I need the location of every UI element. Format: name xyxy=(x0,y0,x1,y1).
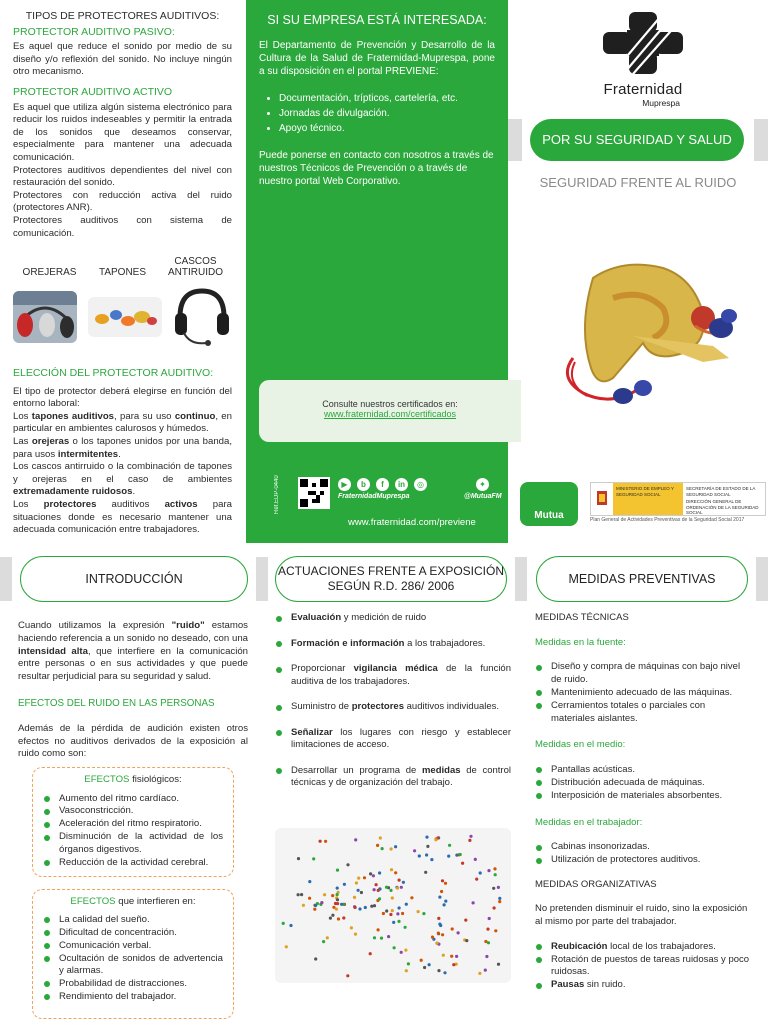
crowd-person xyxy=(334,902,337,905)
crowd-person xyxy=(438,923,441,926)
election-cascos: Los cascos antirruido o la combinación de tapones y orejeras en el caso de ambientes extremadamente ruidosos. xyxy=(13,461,232,498)
fraternidad-logo-icon xyxy=(603,12,683,74)
decor-bar xyxy=(0,557,12,601)
crowd-person xyxy=(498,897,501,900)
youtube-icon[interactable]: ▶ xyxy=(338,478,351,491)
certificates-text: Consulte nuestros certificados en: xyxy=(322,399,458,409)
worker-list xyxy=(535,841,751,867)
list-item: Utilización de protectores auditivos. xyxy=(535,854,751,867)
crowd-person xyxy=(452,963,455,966)
crowd-person xyxy=(323,893,326,896)
crowd-person xyxy=(494,873,497,876)
crowd-person xyxy=(363,876,366,879)
crowd-person xyxy=(394,845,397,848)
active-text-3: Protectores con reducción activa del ruido (protectores ANR). xyxy=(13,189,232,214)
social-icons xyxy=(338,478,427,491)
cover-subtitle: SEGURIDAD FRENTE AL RUIDO xyxy=(539,175,737,190)
crowd-person xyxy=(405,969,408,972)
company-item: • Jornadas de divulgación. xyxy=(279,107,495,120)
crowd-person xyxy=(478,972,481,975)
active-text-1: Es aquel que utiliza algún sistema electrónico para reducir los ruidos indeseables y permitir la entrada de los sonidos que deseamos conservar, especialmente para mantener una adecuada comunicación. xyxy=(13,101,232,163)
crowd-person xyxy=(320,901,323,904)
crowd-person xyxy=(422,912,425,915)
logo-name: Fraternidad xyxy=(603,81,683,98)
crowd-person xyxy=(346,863,349,866)
list-item: Rendimiento del trabajador. xyxy=(43,991,223,1003)
label-orejeras: OREJERAS xyxy=(22,267,77,279)
passive-text: Es aquel que reduce el sonido por medio de su diseño y/o reflexión del sonido. No incluye ningún otro mecanismo. xyxy=(13,41,232,78)
physiological-title: EFECTOS fisiológicos: xyxy=(84,774,182,786)
instagram-icon[interactable]: ◎ xyxy=(414,478,427,491)
crowd-person xyxy=(364,906,367,909)
crowd-person xyxy=(484,969,487,972)
reference-code: Ref.EDP-0440 xyxy=(274,475,280,514)
crowd-person xyxy=(300,893,303,896)
decor-bar xyxy=(754,119,768,161)
active-text-2: Protectores auditivos dependientes del nivel con restauración del sonido. xyxy=(13,164,232,189)
crowd-person xyxy=(331,914,334,917)
crowd-person xyxy=(472,901,475,904)
crowd-person xyxy=(487,941,490,944)
intro-paragraph: Cuando utilizamos la expresión "ruido" estamos haciendo referencia a un sonido no deseado, con una intensidad alta, que interfiere en la comunicación entre personas o en sus actividades y que puede resultar perjudicial para su seguridad y salud. xyxy=(18,620,249,683)
crowd-person xyxy=(400,951,403,954)
crowd-person xyxy=(355,881,358,884)
twitter-icon[interactable]: ✦ xyxy=(476,478,489,491)
crowd-person xyxy=(468,839,471,842)
crowd-person xyxy=(396,887,399,890)
source-heading: Medidas en la fuente: xyxy=(535,636,626,648)
interference-list xyxy=(43,914,223,1003)
action-item: Proporcionar vigilancia médica de la función auditiva de los trabajadores. xyxy=(275,663,511,688)
crowd-person xyxy=(493,906,496,909)
crowd-person xyxy=(488,917,491,920)
crowd-person xyxy=(336,869,339,872)
list-item: Interposición de materiales absorbentes. xyxy=(535,790,751,803)
crowd-person xyxy=(336,893,339,896)
crowd-person xyxy=(329,917,332,920)
list-item: Pantallas acústicas. xyxy=(535,764,751,777)
crowd-person xyxy=(426,845,429,848)
company-list xyxy=(279,92,495,135)
intro-section xyxy=(18,620,248,1019)
crowd-person xyxy=(474,858,477,861)
crowd-person xyxy=(314,957,317,960)
physiological-list xyxy=(43,793,223,869)
crowd-person xyxy=(373,888,376,891)
list-item: Aumento del ritmo cardíaco. xyxy=(43,793,223,805)
crowd-person xyxy=(353,896,356,899)
crowd-person xyxy=(396,912,399,915)
action-item: Suministro de protectores auditivos individuales. xyxy=(275,701,511,714)
logo-sub: Muprespa xyxy=(642,98,680,108)
crowd-person xyxy=(404,949,407,952)
crowd-person xyxy=(492,887,495,890)
crowd-person xyxy=(444,882,447,885)
crowd-person xyxy=(378,871,381,874)
crowd-person xyxy=(390,868,393,871)
crowd-person xyxy=(402,881,405,884)
crowd-person xyxy=(324,840,327,843)
list-item: La calidad del sueño. xyxy=(43,914,223,926)
crowd-person xyxy=(358,907,361,910)
crowd-person xyxy=(494,929,497,932)
crowd-person xyxy=(447,855,450,858)
crowd-person xyxy=(487,869,490,872)
government-logo xyxy=(590,482,766,516)
crowd-person xyxy=(354,838,357,841)
organizational-list xyxy=(535,941,751,992)
crowd-person xyxy=(437,917,440,920)
crowd-person xyxy=(434,838,437,841)
crowd-person xyxy=(376,844,379,847)
election-intro: El tipo de protector deberá elegirse en función del entorno laboral: xyxy=(13,385,232,410)
safety-pill: POR SU SEGURIDAD Y SALUD xyxy=(530,119,744,161)
crowd-person xyxy=(451,927,454,930)
crowd-person xyxy=(424,871,427,874)
crowd-person xyxy=(442,954,445,957)
crowd-person xyxy=(387,935,390,938)
action-item: Formación e información a los trabajadores. xyxy=(275,638,511,651)
decor-bar xyxy=(256,557,268,601)
list-item: Ocultación de sonidos de advertencia y alarmas. xyxy=(43,953,223,978)
crowd-person xyxy=(377,889,380,892)
crowd-person xyxy=(428,963,431,966)
social-handle: @MutuaFM xyxy=(464,493,502,500)
election-activos: Los protectores auditivos activos para situaciones donde es necesario mantener una adecuada comunicación entre trabajadores. xyxy=(13,499,232,536)
crowd-person xyxy=(431,936,434,939)
crowd-person xyxy=(450,955,453,958)
passive-heading: PROTECTOR AUDITIVO PASIVO: xyxy=(13,25,175,38)
preventive-pill: MEDIDAS PREVENTIVAS xyxy=(536,556,748,602)
list-item: Aceleración del ritmo respiratorio. xyxy=(43,818,223,830)
sponsor-logos xyxy=(520,478,766,528)
crowd-person xyxy=(313,908,316,911)
action-item: Evaluación y medición de ruido xyxy=(275,612,511,625)
crowd-person xyxy=(459,853,462,856)
list-item: Distribución adecuada de máquinas. xyxy=(535,777,751,790)
crowd-person xyxy=(401,912,404,915)
label-cascos: CASCOS ANTIRUIDO xyxy=(168,256,223,279)
linkedin-icon[interactable]: in xyxy=(395,478,408,491)
crowd-person xyxy=(373,904,376,907)
earplugs-image xyxy=(88,297,162,337)
blog-icon[interactable]: b xyxy=(357,478,370,491)
crowd-person xyxy=(391,909,394,912)
social-label: FraternidadMuprespa xyxy=(338,493,410,500)
crowd-person xyxy=(336,887,339,890)
crowd-person xyxy=(393,946,396,949)
ear-model-image xyxy=(553,258,743,413)
source-list xyxy=(535,661,751,725)
election-tapones: Los tapones auditivos, para su uso continuo, en particular en ambientes calurosos y húmedos. xyxy=(13,410,232,435)
medium-heading: Medidas en el medio: xyxy=(535,739,626,751)
list-item: Cerramientos totales o parciales con materiales aislantes. xyxy=(535,700,751,725)
medium-list xyxy=(535,764,751,803)
actions-list xyxy=(275,612,511,803)
crowd-person xyxy=(360,891,363,894)
company-intro: El Departamento de Prevención y Desarrollo de la Cultura de la Salud de Fraternidad-Muprespa, pone a su disposición en el portal PREVIENE: xyxy=(259,40,495,77)
intro-pill: INTRODUCCIÓN xyxy=(20,556,248,602)
crowd-person xyxy=(289,924,292,927)
crowd-person xyxy=(319,840,322,843)
crowd-person xyxy=(435,942,438,945)
facebook-icon[interactable]: f xyxy=(376,478,389,491)
preventive-section xyxy=(535,612,751,992)
panel-protectors xyxy=(0,0,246,540)
crowd-person xyxy=(314,904,317,907)
crowd-person xyxy=(322,940,325,943)
list-item: Comunicación verbal. xyxy=(43,940,223,952)
crowd-person xyxy=(464,919,467,922)
list-item: Cabinas insonorizadas. xyxy=(535,841,751,854)
crowd-person xyxy=(385,886,388,889)
list-item: Vasoconstricción. xyxy=(43,805,223,817)
protector-images xyxy=(13,284,232,350)
protector-labels xyxy=(13,252,232,278)
crowd-person xyxy=(410,896,413,899)
list-item: Reducción de la actividad cerebral. xyxy=(43,857,223,869)
crowd-person xyxy=(332,906,335,909)
crowd-person xyxy=(417,910,420,913)
crowd-person xyxy=(418,854,421,857)
company-title: SI SU EMPRESA ESTÁ INTERESADA: xyxy=(267,13,487,27)
action-item: Señalizar los lugares con riesgo y establecer limitaciones de acceso. xyxy=(275,727,511,752)
crowd-person xyxy=(369,872,372,875)
crowd-person xyxy=(404,926,407,929)
megaphone-crowd-image xyxy=(275,828,511,983)
crowd-person xyxy=(340,903,343,906)
crowd-person xyxy=(343,883,346,886)
list-item: Disminución de la actividad de los órganos digestivos. xyxy=(43,831,223,856)
crowd-person xyxy=(457,931,460,934)
crowd-person xyxy=(425,853,428,856)
crowd-person xyxy=(455,955,458,958)
crowd-person xyxy=(497,963,500,966)
label-tapones: TAPONES xyxy=(98,267,147,279)
crowd-person xyxy=(379,836,382,839)
crowd-person xyxy=(377,928,380,931)
crowd-person xyxy=(373,936,376,939)
crowd-person xyxy=(430,858,433,861)
crowd-person xyxy=(407,962,410,965)
crowd-person xyxy=(389,889,392,892)
crowd-person xyxy=(312,857,315,860)
action-item: Desarrollar un programa de medidas de control técnicas y de organización del trabajo. xyxy=(275,765,511,790)
effects-heading: EFECTOS DEL RUIDO EN LAS PERSONAS xyxy=(18,697,215,709)
list-item: Probabilidad de distracciones. xyxy=(43,978,223,990)
crowd-person xyxy=(485,955,488,958)
organizational-heading: MEDIDAS ORGANIZATIVAS xyxy=(535,878,657,890)
crowd-person xyxy=(354,933,357,936)
interference-box xyxy=(32,889,234,1019)
crowd-person xyxy=(342,916,345,919)
coat-of-arms-icon xyxy=(591,483,613,515)
crowd-person xyxy=(357,877,360,880)
crowd-person xyxy=(380,937,383,940)
crowd-person xyxy=(375,883,378,886)
crowd-person xyxy=(400,886,403,889)
crowd-person xyxy=(497,886,500,889)
qr-code-icon[interactable] xyxy=(298,477,330,509)
crowd-person xyxy=(498,900,501,903)
list-item: Pausas sin ruido. xyxy=(535,979,751,992)
company-item: • Apoyo técnico. xyxy=(279,122,495,135)
crowd-person xyxy=(405,903,408,906)
crowd-person xyxy=(357,889,360,892)
crowd-person xyxy=(372,874,375,877)
worker-heading: Medidas en el trabajador: xyxy=(535,816,643,828)
ministry-label: MINISTERIO DE EMPLEO Y SEGURIDAD SOCIAL xyxy=(613,483,683,515)
crowd-person xyxy=(282,922,285,925)
crowd-person xyxy=(420,959,423,962)
crowd-person xyxy=(440,890,443,893)
decor-bar xyxy=(515,557,527,601)
certificates-link[interactable]: www.fraternidad.com/certificados xyxy=(323,409,457,419)
panel-company xyxy=(246,0,508,543)
election-heading: ELECCIÓN DEL PROTECTOR AUDITIVO: xyxy=(13,367,214,380)
fraternidad-logo xyxy=(588,12,698,108)
plan-label: Plan General de Actividades Preventivas de la Seguridad Social 2017 xyxy=(590,517,745,523)
earmuffs-image xyxy=(13,291,77,343)
crowd-person xyxy=(297,857,300,860)
crowd-person xyxy=(331,894,334,897)
crowd-person xyxy=(378,897,381,900)
crowd-person xyxy=(437,932,440,935)
crowd-person xyxy=(465,939,468,942)
crowd-person xyxy=(397,920,400,923)
crowd-person xyxy=(369,952,372,955)
physiological-box xyxy=(32,767,234,876)
actions-pill: ACTUACIONES FRENTE A EXPOSICIÓN SEGÚN R.D. 286/ 2006 xyxy=(275,556,507,602)
crowd-person xyxy=(437,969,440,972)
crowd-person xyxy=(438,896,441,899)
crowd-person xyxy=(486,928,489,931)
interference-title: EFECTOS que interfieren en: xyxy=(70,895,196,907)
list-item: Dificultad de concentración. xyxy=(43,927,223,939)
crowd-person xyxy=(308,880,311,883)
crowd-person xyxy=(382,912,385,915)
active-text-4: Protectores auditivos con sistema de comunicación. xyxy=(13,214,232,239)
mutua-logo: Mutua xyxy=(520,482,578,526)
crowd-person xyxy=(443,903,446,906)
crowd-person xyxy=(390,847,393,850)
technical-heading: MEDIDAS TÉCNICAS xyxy=(535,612,629,623)
crowd-person xyxy=(469,835,472,838)
certificates-box xyxy=(259,380,521,442)
crowd-person xyxy=(385,909,388,912)
crowd-person xyxy=(308,897,311,900)
crowd-person xyxy=(479,871,482,874)
crowd-person xyxy=(297,893,300,896)
list-item: Rotación de puestos de tareas ruidosas y poco ruidosas. xyxy=(535,954,751,979)
list-item: Reubicación local de los trabajadores. xyxy=(535,941,751,954)
secretary-label: SECRETARÍA DE ESTADO DE LA SEGURIDAD SOCIAL xyxy=(686,486,756,497)
crowd-person xyxy=(381,847,384,850)
crowd-person xyxy=(394,871,397,874)
headset-image xyxy=(172,285,232,349)
crowd-person xyxy=(425,836,428,839)
crowd-person xyxy=(391,896,394,899)
crowd-person xyxy=(285,945,288,948)
active-heading: PROTECTOR AUDITIVO ACTIVO xyxy=(13,85,173,98)
social-block xyxy=(268,470,504,530)
election-orejeras: Las orejeras o los tapones unidos por una banda, para usos intermitentes. xyxy=(13,436,232,460)
crowd-person xyxy=(389,913,392,916)
crowd-person xyxy=(326,936,329,939)
crowd-person xyxy=(398,906,401,909)
crowd-person xyxy=(448,844,451,847)
list-item: Diseño y compra de máquinas con bajo nivel de ruido. xyxy=(535,661,751,686)
list-item: Mantenimiento adecuado de las máquinas. xyxy=(535,687,751,700)
crowd-person xyxy=(493,867,496,870)
crowd-person xyxy=(350,926,353,929)
protectors-title: TIPOS DE PROTECTORES AUDITIVOS: xyxy=(25,10,220,22)
crowd-person xyxy=(475,878,478,881)
company-item: • Documentación, trípticos, cartelería, etc. xyxy=(279,92,495,105)
decor-bar xyxy=(756,557,768,601)
crowd-person xyxy=(443,971,446,974)
effects-intro: Además de la pérdida de audición existen otros efectos no auditivos derivados de la exposición al ruido como son: xyxy=(18,722,248,760)
crowd-person xyxy=(336,898,339,901)
decor-bar xyxy=(508,119,522,161)
crowd-person xyxy=(423,966,426,969)
company-body xyxy=(246,39,508,188)
crowd-person xyxy=(392,921,395,924)
crowd-person xyxy=(370,905,373,908)
crowd-person xyxy=(346,974,349,977)
crowd-person xyxy=(354,906,357,909)
panel-cover xyxy=(508,0,768,540)
company-contact: Puede ponerse en contacto con nosotros a través de nuestros Técnicos de Prevención o a través de nuestro portal Web Corporativo. xyxy=(259,150,494,187)
crowd-person xyxy=(413,849,416,852)
direction-label: DIRECCIÓN GENERAL DE ORDENACIÓN DE LA SEGURIDAD SOCIAL xyxy=(686,499,759,515)
crowd-person xyxy=(398,879,401,882)
crowd-person xyxy=(337,917,340,920)
crowd-person xyxy=(444,900,447,903)
crowd-person xyxy=(302,904,305,907)
previene-link[interactable]: www.fraternidad.com/previene xyxy=(348,517,476,528)
crowd-person xyxy=(441,879,444,882)
crowd-person xyxy=(441,933,444,936)
crowd-person xyxy=(461,862,464,865)
organizational-text: No pretenden disminuir el ruido, sino la exposición al mismo por parte del trabajador. xyxy=(535,903,748,927)
